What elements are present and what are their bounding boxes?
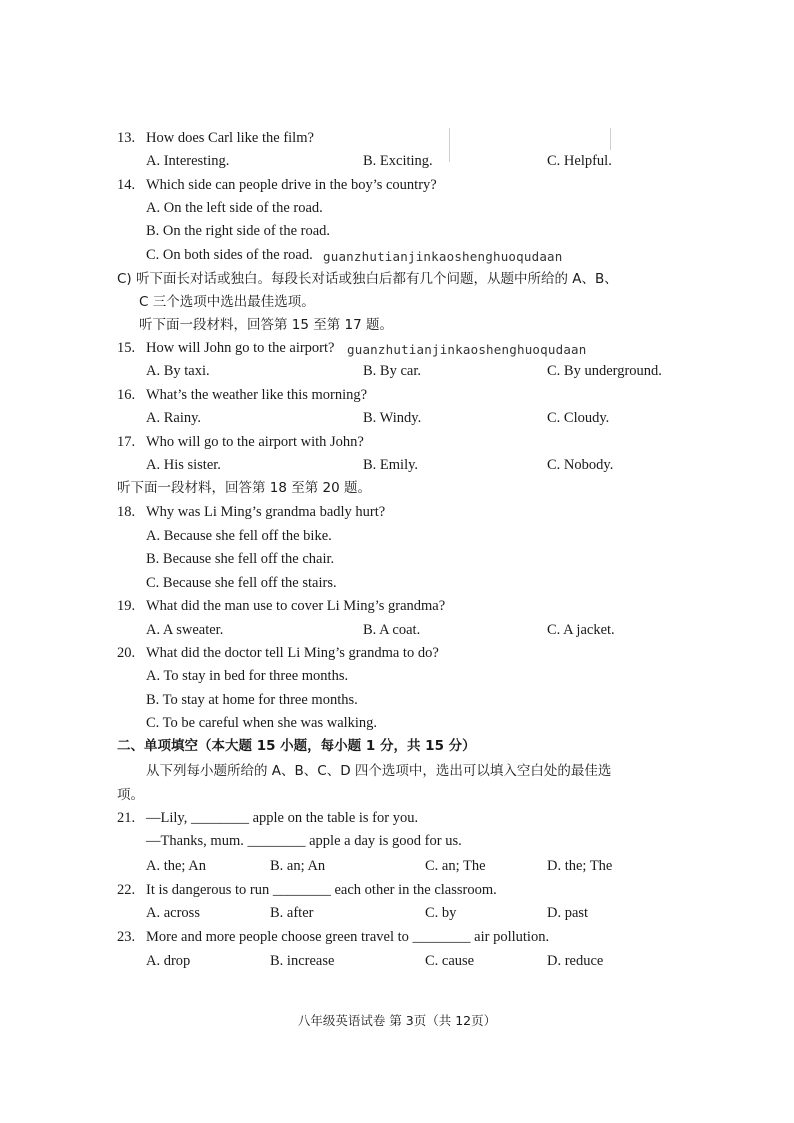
q13-number: 13.: [117, 130, 136, 146]
section-2-instruction-line1: 从下列每小题所给的 A、B、C、D 四个选项中，选出可以填入空白处的最佳选: [146, 763, 612, 779]
q19-number: 19.: [117, 598, 136, 614]
q17-number: 17.: [117, 434, 136, 450]
q23-option-b: B. increase: [270, 953, 335, 969]
q21-option-d: D. the; The: [547, 858, 613, 874]
section-2-instruction-line2: 项。: [117, 787, 144, 803]
q14-option-b: B. On the right side of the road.: [146, 223, 331, 239]
q22-number: 22.: [117, 882, 136, 898]
q19-option-b: B. A coat.: [363, 622, 421, 638]
q21-option-a: A. the; An: [146, 858, 207, 874]
q23-option-c: C. cause: [425, 953, 475, 969]
q23-option-a: A. drop: [146, 953, 191, 969]
section-c-material-note: 听下面一段材料，回答第 15 至第 17 题。: [139, 317, 394, 333]
q23-option-d: D. reduce: [547, 953, 604, 969]
q21-option-c: C. an; The: [425, 858, 486, 874]
q16-question: What’s the weather like this morning?: [146, 387, 368, 403]
q15-option-a: A. By taxi.: [146, 363, 210, 379]
q17-question: Who will go to the airport with John?: [146, 434, 364, 450]
section-c-instruction-line2: C 三个选项中选出最佳选项。: [139, 294, 315, 310]
q14-question: Which side can people drive in the boy’s country?: [146, 177, 437, 193]
q14-number: 14.: [117, 177, 136, 193]
q21-dialog-line1: —Lily, ________ apple on the table is for you.: [146, 810, 419, 826]
q20-option-b: B. To stay at home for three months.: [146, 692, 358, 708]
q21-number: 21.: [117, 810, 136, 826]
q23-question: More and more people choose green travel to ________ air pollution.: [146, 929, 550, 945]
page-footer: 八年级英语试卷 第 3页（共 12页）: [297, 1013, 497, 1028]
section-c-instruction-line1: C) 听下面长对话或独白。每段长对话或独白后都有几个问题，从题中所给的 A、B、: [117, 271, 618, 287]
scan-edge-mark-1: [449, 128, 450, 162]
q16-option-c: C. Cloudy.: [547, 410, 610, 426]
q22-option-c: C. by: [425, 905, 457, 921]
q15-option-c: C. By underground.: [547, 363, 662, 379]
q19-question: What did the man use to cover Li Ming’s grandma?: [146, 598, 446, 614]
q18-question: Why was Li Ming’s grandma badly hurt?: [146, 504, 386, 520]
q23-number: 23.: [117, 929, 136, 945]
q14-option-c: C. On both sides of the road.: [146, 247, 313, 263]
q17-option-c: C. Nobody.: [547, 457, 614, 473]
q16-option-b: B. Windy.: [363, 410, 422, 426]
q20-option-c: C. To be careful when she was walking.: [146, 715, 378, 731]
q22-option-d: D. past: [547, 905, 589, 921]
scan-edge-mark-2: [610, 128, 611, 150]
q22-option-b: B. after: [270, 905, 314, 921]
q15-number: 15.: [117, 340, 136, 356]
q20-option-a: A. To stay in bed for three months.: [146, 668, 349, 684]
q13-question: How does Carl like the film?: [146, 130, 314, 146]
q13-option-a: A. Interesting.: [146, 153, 230, 169]
q18-option-a: A. Because she fell off the bike.: [146, 528, 332, 544]
q18-option-b: B. Because she fell off the chair.: [146, 551, 335, 567]
q16-number: 16.: [117, 387, 136, 403]
q17-option-b: B. Emily.: [363, 457, 419, 473]
q15-watermark-text: guanzhutianjinkaoshenghuoqudaan: [347, 342, 587, 357]
q20-number: 20.: [117, 645, 136, 661]
q16-option-a: A. Rainy.: [146, 410, 202, 426]
q14-watermark-text: guanzhutianjinkaoshenghuoqudaan: [323, 249, 563, 264]
q15-question: How will John go to the airport?: [146, 340, 335, 356]
section-2-title: 二、单项填空（本大题 15 小题，每小题 1 分，共 15 分）: [117, 738, 476, 754]
q22-option-a: A. across: [146, 905, 200, 921]
q17-option-a: A. His sister.: [146, 457, 221, 473]
q13-option-c: C. Helpful.: [547, 153, 612, 169]
q19-option-a: A. A sweater.: [146, 622, 224, 638]
q22-question: It is dangerous to run ________ each other in the classroom.: [146, 882, 497, 898]
q20-question: What did the doctor tell Li Ming’s grandma to do?: [146, 645, 439, 661]
q19-option-c: C. A jacket.: [547, 622, 615, 638]
q18-number: 18.: [117, 504, 136, 520]
q21-dialog-line2: —Thanks, mum. ________ apple a day is good for us.: [146, 833, 462, 849]
q21-option-b: B. an; An: [270, 858, 326, 874]
q18-option-c: C. Because she fell off the stairs.: [146, 575, 337, 591]
q15-option-b: B. By car.: [363, 363, 421, 379]
q13-option-b: B. Exciting.: [363, 153, 433, 169]
q14-option-a: A. On the left side of the road.: [146, 200, 323, 216]
material-note-18-20: 听下面一段材料，回答第 18 至第 20 题。: [117, 480, 372, 496]
